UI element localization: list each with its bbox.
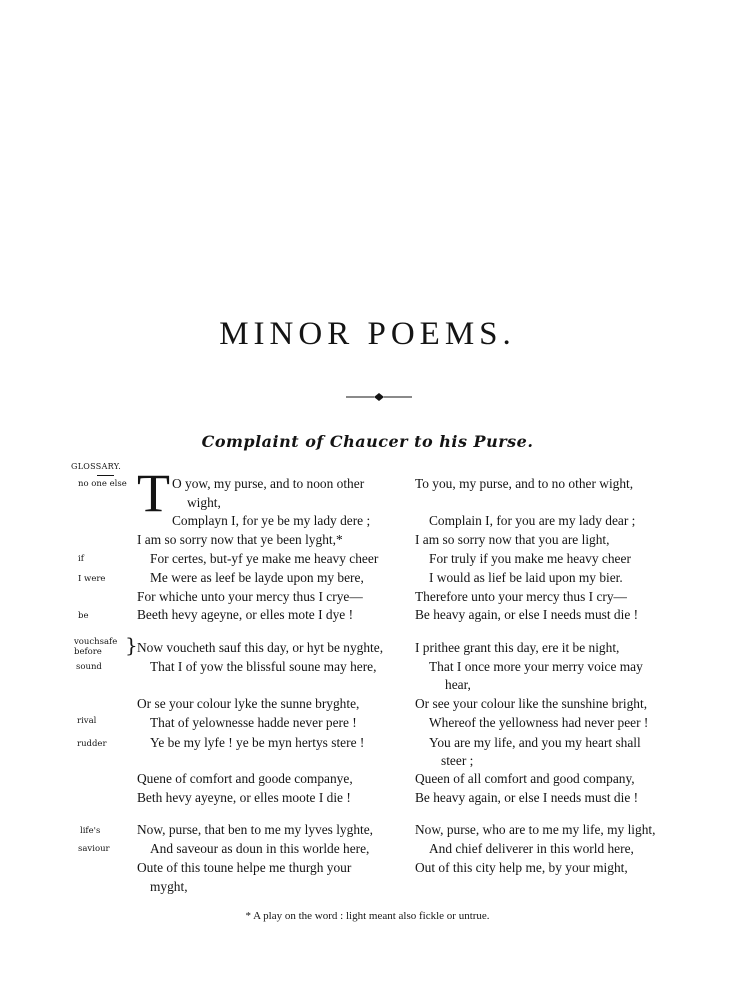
modern-line: Out of this city help me, by your might, xyxy=(415,860,628,875)
glossary-entry: be xyxy=(78,611,89,621)
modern-line: And chief deliverer in this world here, xyxy=(429,841,634,856)
original-line: myght, xyxy=(150,879,188,894)
modern-line: Or see your colour like the sunshine bright, xyxy=(415,696,648,711)
modern-line: hear, xyxy=(445,677,471,692)
modern-line: Therefore unto your mercy thus I cry— xyxy=(415,589,627,604)
modern-line: For truly if you make me heavy cheer xyxy=(429,551,631,566)
modern-line: steer ; xyxy=(441,753,474,768)
original-line: Oute of this toune helpe me thurgh your xyxy=(137,860,352,875)
original-line: Now, purse, that ben to me my lyves lyghte, xyxy=(137,822,374,837)
original-line: wight, xyxy=(187,495,221,510)
modern-line: That I once more your merry voice may xyxy=(429,659,643,674)
glossary-entry: rudder xyxy=(77,739,107,749)
glossary-entry: no one else xyxy=(78,479,127,489)
original-line: For certes, but-yf ye make me heavy cheer xyxy=(150,551,379,566)
glossary-entry: saviour xyxy=(78,844,110,854)
original-line: Or se your colour lyke the sunne bryghte, xyxy=(137,696,360,711)
poem-title: Complaint of Chaucer to his Purse. xyxy=(201,432,534,451)
original-line: And saveour as doun in this worlde here, xyxy=(150,841,370,856)
glossary-entry: I were xyxy=(78,574,106,584)
glossary-entry: life's xyxy=(80,826,101,836)
glossary-entry: rival xyxy=(77,716,97,726)
glossary-entry: sound xyxy=(76,662,102,672)
modern-line: Now, purse, who are to me my life, my light, xyxy=(415,822,656,837)
modern-line: Queen of all comfort and good company, xyxy=(415,771,635,786)
modern-line: I prithee grant this day, ere it be night, xyxy=(415,640,620,655)
original-line: That of yelownesse hadde never pere ! xyxy=(150,715,357,730)
original-line: Beeth hevy ageyne, or elles mote I dye ! xyxy=(137,607,354,622)
modern-line: To you, my purse, and to no other wight, xyxy=(415,476,634,491)
original-line: Beth hevy ayeyne, or elles moote I die ! xyxy=(137,790,351,805)
modern-line: You are my life, and you my heart shall xyxy=(429,735,641,750)
original-line: For whiche unto your mercy thus I crye— xyxy=(137,589,363,604)
glossary-entry: vouchsafe xyxy=(74,637,118,647)
original-line: Now voucheth sauf this day, or hyt be nyghte, xyxy=(137,640,384,655)
glossary-heading: GLOSSARY. xyxy=(71,462,122,471)
original-line: Complayn I, for ye be my lady dere ; xyxy=(172,513,371,528)
drop-cap: T xyxy=(137,463,170,523)
modern-line: Complain I, for you are my lady dear ; xyxy=(429,513,636,528)
original-line: I am so sorry now that ye been lyght,* xyxy=(137,532,343,547)
page-title: MINOR POEMS. xyxy=(219,316,516,352)
modern-line: Whereof the yellowness had never peer ! xyxy=(429,715,649,730)
original-line: Me were as leef be layde upon my bere, xyxy=(150,570,364,585)
glossary-entry: before xyxy=(74,647,102,657)
glossary-brace: } xyxy=(125,633,138,657)
original-line: Quene of comfort and goode companye, xyxy=(137,771,353,786)
ornament-divider xyxy=(343,392,415,402)
glossary-rule xyxy=(97,475,114,476)
modern-line: I would as lief be laid upon my bier. xyxy=(429,570,623,585)
original-line: O yow, my purse, and to noon other xyxy=(172,476,365,491)
glossary-entry: if xyxy=(78,554,84,564)
original-line: That I of yow the blissful soune may here, xyxy=(150,659,377,674)
modern-line: Be heavy again, or else I needs must die ! xyxy=(415,607,639,622)
original-line: Ye be my lyfe ! ye be myn hertys stere ! xyxy=(150,735,365,750)
modern-line: Be heavy again, or else I needs must die ! xyxy=(415,790,639,805)
modern-line: I am so sorry now that you are light, xyxy=(415,532,610,547)
footnote: * A play on the word : light meant also fickle or untrue. xyxy=(245,910,490,922)
